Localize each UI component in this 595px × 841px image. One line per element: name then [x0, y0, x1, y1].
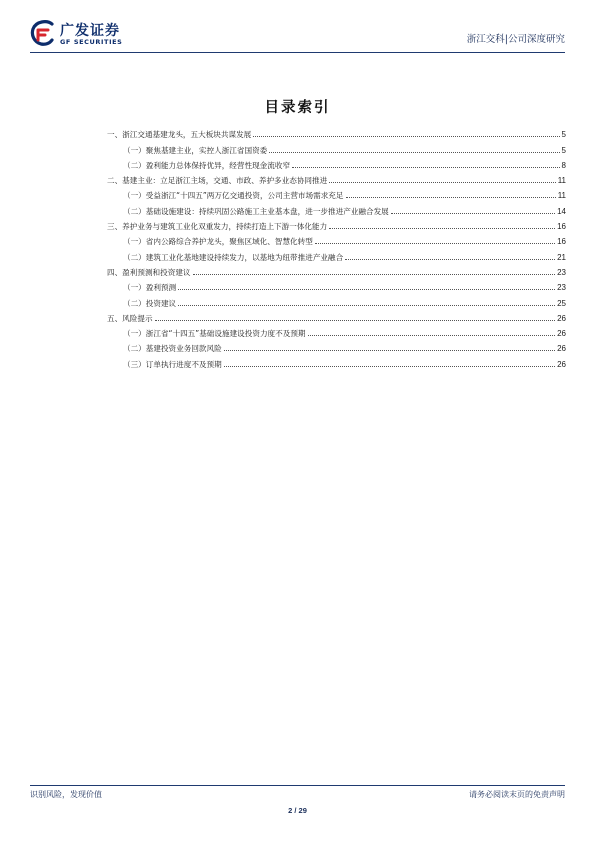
toc-entry-title: 二、基建主业：立足浙江主场，交通、市政、养护多业态协同推进	[107, 176, 328, 186]
toc-entry-title: （一）聚焦基建主业，实控人浙江省国资委	[123, 145, 268, 155]
toc-leader-dots	[346, 197, 556, 198]
toc-entry-page: 11	[557, 191, 566, 201]
toc-entry[interactable]	[107, 262, 566, 277]
toc-entry[interactable]	[107, 139, 566, 154]
toc-entry-page: 26	[557, 344, 566, 354]
table-of-contents	[107, 124, 566, 369]
toc-entry[interactable]	[107, 155, 566, 170]
toc-entry-title: （二）投资建议	[123, 298, 177, 308]
toc-leader-dots	[224, 350, 555, 351]
toc-entry-title: （二）建筑工业化基地建设持续发力，以基地为纽带推进产业融合	[123, 252, 344, 262]
toc-entry-title: 四、盈利预测和投资建议	[107, 267, 191, 277]
page-header	[30, 18, 565, 50]
footer-disclaimer-note: 请务必阅读末页的免责声明	[469, 790, 565, 799]
toc-entry-title: 一、浙江交通基建龙头，五大板块共谋发展	[107, 130, 252, 140]
toc-entry[interactable]	[107, 231, 566, 246]
toc-entry-title: （二）基建投资业务回款风险	[123, 344, 222, 354]
toc-entry-page: 5	[561, 145, 566, 155]
toc-entry-page: 23	[557, 267, 566, 277]
toc-entry[interactable]	[107, 353, 566, 368]
toc-entry-page: 8	[561, 160, 566, 170]
toc-entry[interactable]	[107, 124, 566, 139]
toc-entry[interactable]	[107, 216, 566, 231]
toc-leader-dots	[345, 259, 555, 260]
toc-entry-title: 三、养护业务与建筑工业化双重发力，持续打造上下游一体化能力	[107, 222, 328, 232]
toc-leader-dots	[329, 228, 555, 229]
page-number: 2 / 29	[288, 806, 307, 815]
toc-entry[interactable]	[107, 200, 566, 215]
logo-chinese-name: 广发证券	[60, 23, 120, 39]
toc-entry[interactable]	[107, 170, 566, 185]
toc-entry-page: 26	[557, 313, 566, 323]
toc-leader-dots	[193, 274, 556, 275]
toc-entry-page: 26	[557, 329, 566, 339]
toc-entry-title: （一）省内公路综合养护龙头，聚焦区域化、智慧化转型	[123, 237, 313, 247]
toc-leader-dots	[315, 243, 555, 244]
toc-entry-page: 16	[557, 222, 566, 232]
toc-entry-page: 21	[557, 252, 566, 262]
toc-leader-dots	[391, 213, 555, 214]
toc-entry-page: 11	[557, 176, 566, 186]
toc-entry-title: （一）浙江省“十四五”基础设施建设投资力度不及预期	[123, 329, 306, 339]
footer-divider	[30, 785, 565, 786]
toc-entry-title: （一）盈利预测	[123, 283, 177, 293]
toc-entry-page: 5	[561, 130, 566, 140]
toc-leader-dots	[253, 136, 559, 137]
gf-securities-logo-icon	[30, 20, 56, 46]
toc-leader-dots	[329, 182, 555, 183]
toc-entry-title: （三）订单执行进度不及预期	[123, 359, 222, 369]
toc-leader-dots	[155, 320, 556, 321]
toc-entry[interactable]	[107, 246, 566, 261]
toc-entry-page: 14	[557, 206, 566, 216]
toc-entry-title: （一）受益浙江“十四五”两万亿交通投资，公司主营市场需求充足	[123, 191, 344, 201]
toc-entry[interactable]	[107, 338, 566, 353]
toc-entry-page: 26	[557, 359, 566, 369]
logo-english-name: GF SECURITIES	[60, 38, 123, 46]
toc-entry-page: 23	[557, 283, 566, 293]
toc-entry-title: 五、风险提示	[107, 313, 153, 323]
toc-leader-dots	[308, 335, 556, 336]
toc-leader-dots	[269, 152, 559, 153]
toc-entry[interactable]	[107, 308, 566, 323]
toc-entry[interactable]	[107, 185, 566, 200]
toc-entry-page: 16	[557, 237, 566, 247]
toc-entry[interactable]	[107, 323, 566, 338]
toc-leader-dots	[292, 167, 559, 168]
header-divider	[30, 52, 565, 53]
toc-entry-page: 25	[557, 298, 566, 308]
footer-slogan: 识别风险，发现价值	[30, 790, 102, 799]
toc-entry[interactable]	[107, 292, 566, 307]
toc-entry-title: （二）盈利能力总体保持优异，经营性现金流收窄	[123, 160, 291, 170]
toc-title: 目录索引	[264, 100, 331, 116]
toc-leader-dots	[224, 366, 555, 367]
company-logo	[30, 18, 150, 50]
toc-entry-title: （二）基础设施建设：持续巩固公路施工主业基本盘，进一步推进产业融合发展	[123, 206, 389, 216]
toc-leader-dots	[178, 289, 555, 290]
toc-leader-dots	[178, 305, 555, 306]
report-type-label: 浙江交科|公司深度研究	[466, 34, 565, 45]
toc-entry[interactable]	[107, 277, 566, 292]
